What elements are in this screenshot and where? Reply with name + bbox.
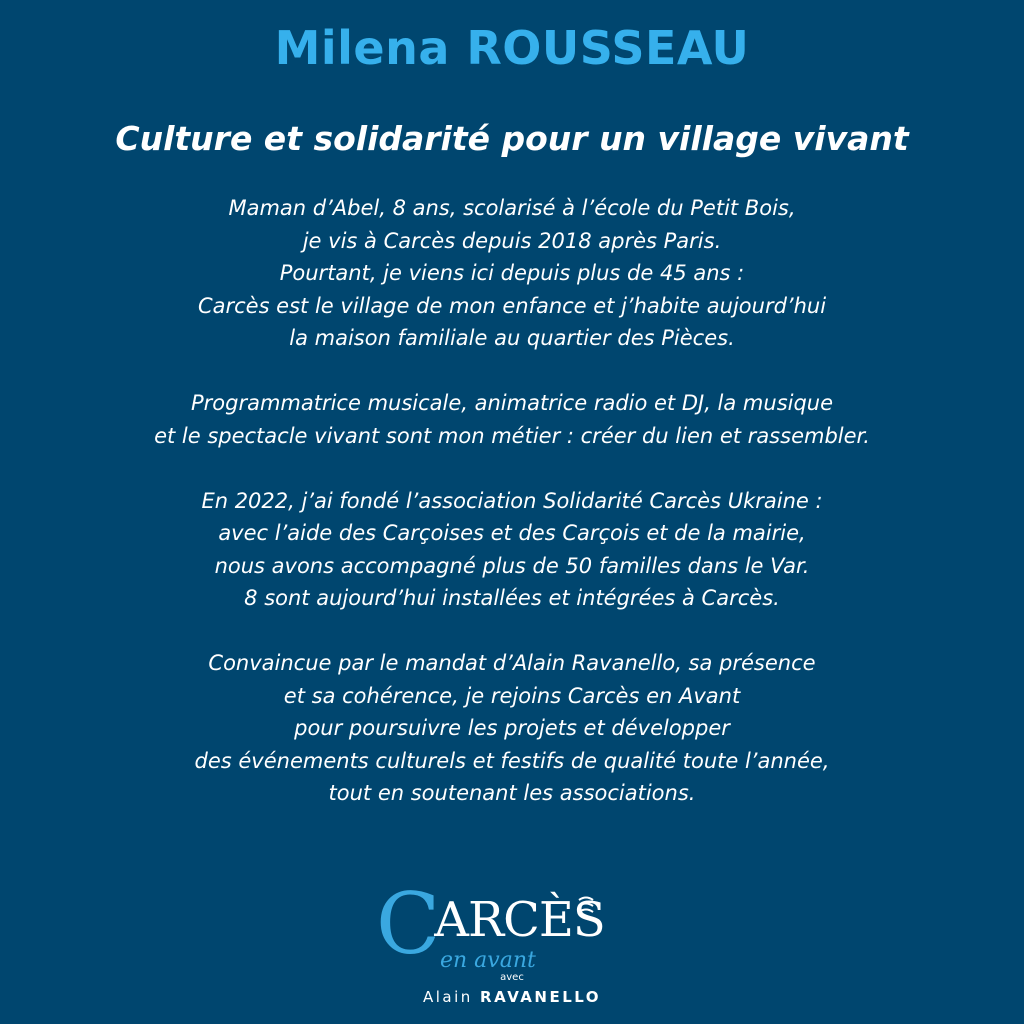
candidate-name: Milena ROUSSEAU	[274, 21, 750, 75]
bio-line: Programmatrice musicale, animatrice radio et DJ, la musique	[190, 391, 834, 415]
bio-line: Maman d’Abel, 8 ans, scolarisé à l’école du Petit Bois,	[228, 196, 796, 220]
bio-line: Convaincue par le mandat d’Alain Ravanello, sa présence	[208, 651, 816, 675]
bio-line: et sa cohérence, je rejoins Carcès en Avant	[283, 683, 741, 708]
logo-candidate	[362, 986, 662, 1008]
bio-text	[10, 192, 1014, 842]
logo-initial: C	[376, 875, 441, 973]
bio-line: pour poursuivre les projets et développer	[294, 716, 730, 740]
campaign-logo	[362, 875, 662, 1018]
bio-line: En 2022, j’ai fondé l’association Solidarité Carcès Ukraine :	[201, 488, 823, 513]
logo-avec: avec	[500, 972, 524, 983]
bio-paragraph-4	[10, 647, 1014, 810]
bio-line: avec l’aide des Carçoises et des Carçois et de la mairie,	[218, 521, 806, 545]
bio-paragraph-1	[10, 192, 1014, 355]
logo-candidate-last: RAVANELLO	[480, 988, 602, 1006]
logo-script: en avant	[440, 948, 536, 973]
bio-line: des événements culturels et festifs de qualité toute l’année,	[194, 748, 830, 773]
bio-line: tout en soutenant les associations.	[328, 781, 696, 805]
bio-paragraph-2	[10, 387, 1014, 452]
bio-line: nous avons accompagné plus de 50 familles dans le Var.	[214, 553, 810, 578]
bio-line: 8 sont aujourd’hui installées et intégrées à Carcès.	[244, 586, 780, 610]
bio-line: je vis à Carcès depuis 2018 après Paris.	[302, 228, 722, 253]
tagline: Culture et solidarité pour un village vivant	[115, 119, 909, 158]
waves-icon	[576, 894, 596, 918]
bio-line: la maison familiale au quartier des Pièces.	[289, 326, 735, 350]
logo-word-rest: ARCÈS	[434, 892, 605, 948]
logo-candidate-first: Alain	[422, 988, 473, 1006]
bio-line: Pourtant, je viens ici depuis plus de 45 ans :	[279, 261, 745, 285]
bio-line: et le spectacle vivant sont mon métier : créer du lien et rassembler.	[154, 423, 870, 448]
bio-paragraph-3	[10, 485, 1014, 615]
bio-line: Carcès est le village de mon enfance et j’habite aujourd’hui	[197, 293, 827, 318]
